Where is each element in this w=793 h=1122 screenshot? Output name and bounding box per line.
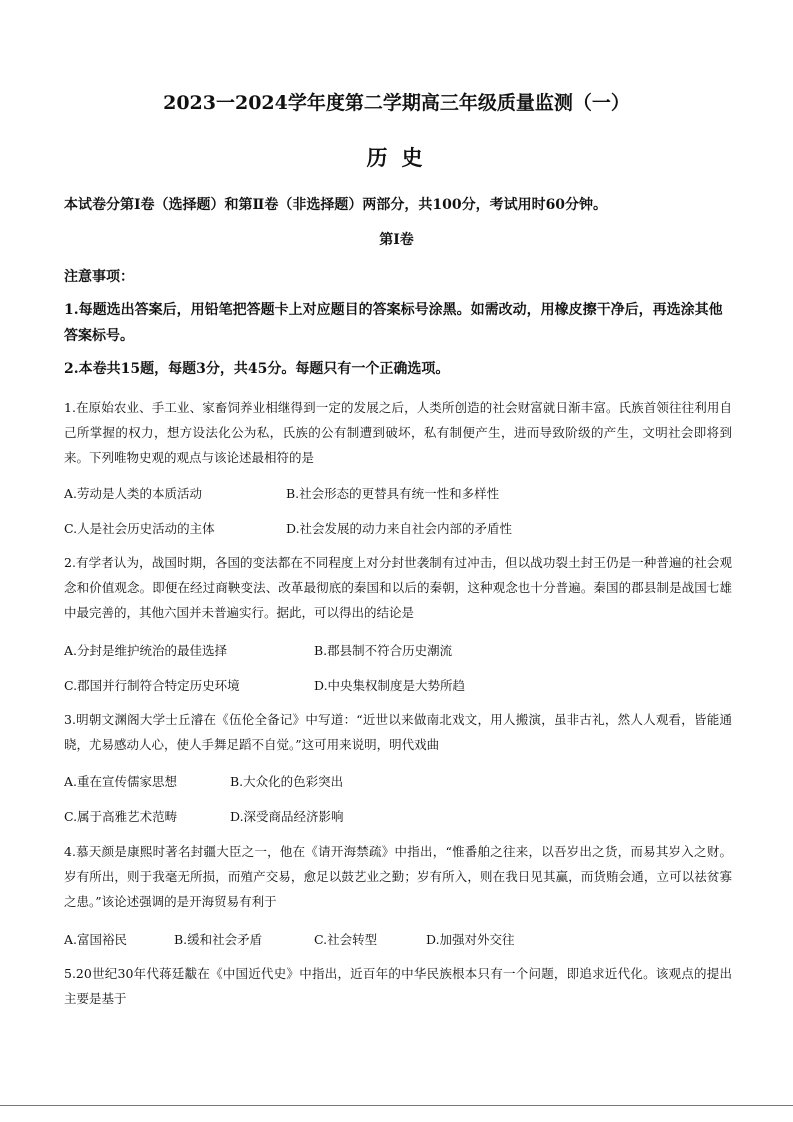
option-c: C.社会转型 [314, 932, 378, 947]
exam-intro: 本试卷分第Ⅰ卷（选择题）和第Ⅱ卷（非选择题）两部分，共100分，考试用时60分钟。 [64, 197, 608, 213]
question-5-stem: 5.20世纪30年代蒋廷黻在《中国近代史》中指出，近百年的中华民族根本只有一个问题，即追求近代化。该观点的提出主要是基于 [64, 966, 732, 1006]
option-d: D.中央集权制度是大势所趋 [314, 678, 466, 693]
option-c: C.郡国并行制符合特定历史环境 [64, 678, 240, 693]
page-bottom-divider [0, 1105, 793, 1106]
option-d: D.加强对外交往 [426, 932, 515, 947]
option-a: A.富国裕民 [64, 932, 128, 947]
question-4-stem: 4.慕天颜是康熙时著名封疆大臣之一，他在《请开海禁疏》中指出，“惟番舶之往来，以吾岁出之货，而易其岁入之财。岁有所出，则于我毫无所损，而殖产交易，愈足以鼓艺业之勤；岁有所入，则在我日见其赢，而货贿会通，立可以祛贫寡之患。”该论述强调的是开海贸易有利于 [64, 844, 732, 909]
question-2-stem: 2.有学者认为，战国时期，各国的变法都在不同程度上对分封世袭制有过冲击，但以战功裂土封王仍是一种普遍的社会观念和价值观念。即便在经过商鞅变法、改革最彻底的秦国和以后的秦朝，这种观念也十分普遍。秦国的郡县制是战国七雄中最完善的，其他六国并未普遍实行。据此，可以得出的结论是 [64, 555, 732, 620]
option-a: A.重在宣传儒家思想 [64, 774, 178, 789]
question-1-stem: 1.在原始农业、手工业、家畜饲养业相继得到一定的发展之后，人类所创造的社会财富就日渐丰富。氏族首领往往利用自己所掌握的权力，想方设法化公为私，氏族的公有制遭到破坏，私有制便产生，进而导致阶级的产生，文明社会即将到来。下列唯物史观的观点与该论述最相符的是 [64, 400, 732, 465]
option-d: D.深受商品经济影响 [230, 809, 344, 824]
option-a: A.分封是维护统治的最佳选择 [64, 643, 228, 658]
option-b: B.郡县制不符合历史潮流 [314, 643, 453, 658]
subject-title: 历史 [366, 145, 437, 170]
question-3-stem: 3.明朝文渊阁大学士丘濬在《伍伦全备记》中写道：“近世以来做南北戏文，用人搬演，虽非古礼，然人人观看，皆能通晓，尤易感动人心，使人手舞足蹈不自觉。”这可用来说明，明代戏曲 [64, 712, 732, 752]
option-a: A.劳动是人类的本质活动 [64, 486, 203, 501]
option-b: B.社会形态的更替具有统一性和多样性 [286, 486, 500, 501]
option-b: B.大众化的色彩突出 [230, 774, 344, 789]
notes-heading: 注意事项： [64, 269, 134, 285]
note-item: 2.本卷共15题，每题3分，共45分。每题只有一个正确选项。 [64, 361, 450, 377]
exam-title: 2023一2024学年度第二学期高三年级质量监测（一） [163, 92, 630, 114]
section-heading: 第Ⅰ卷 [379, 232, 414, 248]
note-item: 1.每题选出答案后，用铅笔把答题卡上对应题目的答案标号涂黑。如需改动，用橡皮擦干净后，再选涂其他答案标号。 [64, 302, 723, 344]
option-c: C.人是社会历史活动的主体 [64, 521, 215, 536]
option-c: C.属于高雅艺术范畴 [64, 809, 178, 824]
option-b: B.缓和社会矛盾 [174, 932, 263, 947]
option-d: D.社会发展的动力来自社会内部的矛盾性 [286, 521, 513, 536]
